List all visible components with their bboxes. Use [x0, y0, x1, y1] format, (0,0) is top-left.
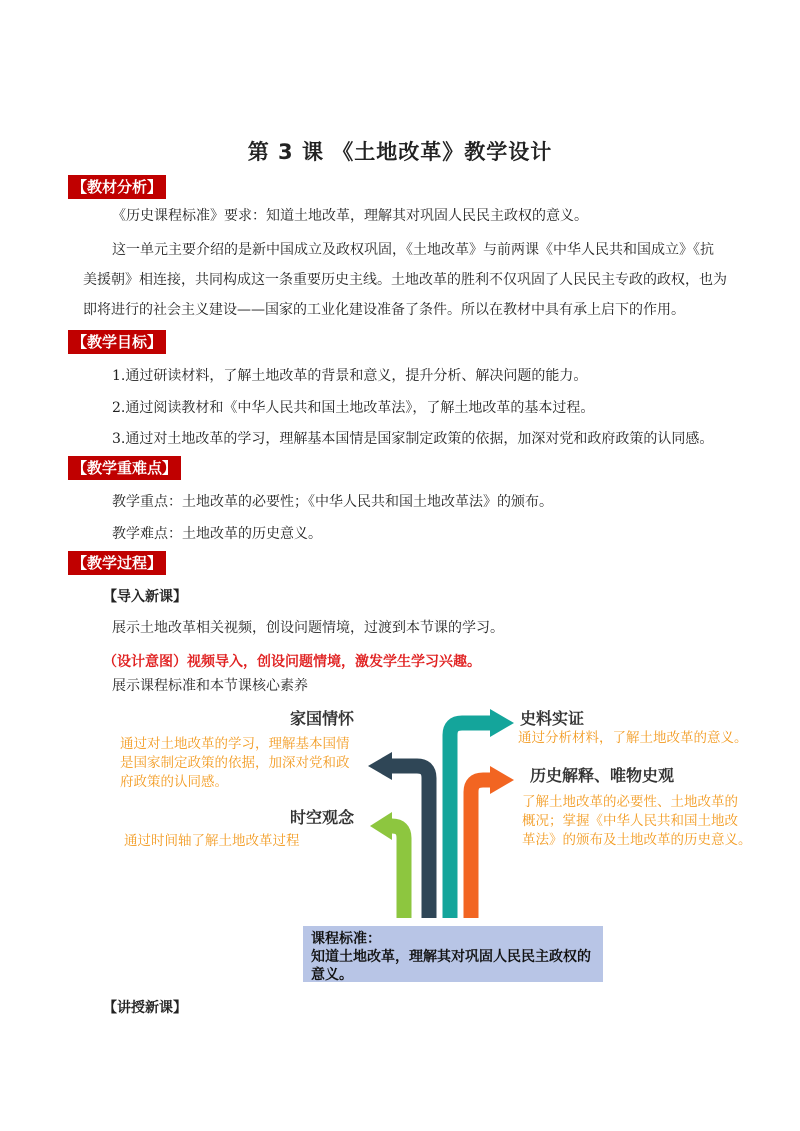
diagram-jiaguo-text: 通过对土地改革的学习，理解基本国情 是国家制定政策的依据，加深对党和政 府政策的认同感。: [120, 736, 350, 790]
diagram-shikong-title: 时空观念: [290, 808, 355, 827]
show-standards-text: 展示课程标准和本节课核心素养: [112, 678, 308, 694]
diagram-lishi-title: 历史解释、唯物史观: [530, 766, 675, 785]
diagram-shiliao-text: 通过分析材料，了解土地改革的意义。: [518, 730, 748, 746]
course-standard-label: 课程标准：: [311, 931, 381, 947]
analysis-paragraph-2-line-1: 这一单元主要介绍的是新中国成立及政权巩固，《土地改革》与前两课《中华人民共和国成立》《抗: [112, 242, 714, 258]
intro-heading: 【导入新课】: [103, 589, 187, 605]
orange-arrow: [471, 766, 514, 918]
goal-item-2: 2.通过阅读教材和《中华人民共和国土地改革法》，了解土地改革的基本过程。: [112, 400, 595, 416]
analysis-paragraph-1: 《历史课程标准》要求：知道土地改革，理解其对巩固人民民主政权的意义。: [112, 208, 588, 224]
difficult-point-text: 教学难点：土地改革的历史意义。: [112, 526, 322, 542]
section-tag-key-points: 【教学重难点】: [68, 456, 181, 480]
course-standard-line-2: 意义。: [311, 967, 353, 983]
design-intent: （设计意图）视频导入，创设问题情境，激发学生学习兴趣。: [103, 654, 481, 670]
new-lesson-heading: 【讲授新课】: [103, 1000, 187, 1016]
intro-text: 展示土地改革相关视频，创设问题情境，过渡到本节课的学习。: [112, 620, 504, 636]
course-standard-box: [303, 926, 603, 982]
teal-arrow: [450, 709, 514, 918]
goal-item-3: 3.通过对土地改革的学习，理解基本国情是国家制定政策的依据，加深对党和政府政策的认同感。: [112, 431, 714, 447]
green-arrow: [370, 812, 404, 918]
analysis-paragraph-2-line-2: 美援朝》相连接，共同构成这一条重要历史主线。土地改革的胜利不仅巩固了人民民主专政的政权，也为: [83, 272, 727, 288]
section-tag-analysis: 【教材分析】: [68, 175, 166, 199]
key-point-text: 教学重点：土地改革的必要性；《中华人民共和国土地改革法》的颁布。: [112, 494, 553, 510]
diagram-lishi-text: 了解土地改革的必要性、土地改革的 概况；掌握《中华人民共和国土地改 革法》的颁布及土地改革的历史意义。: [522, 794, 752, 848]
diagram-shikong-text: 通过时间轴了解土地改革过程: [124, 833, 300, 849]
diagram-shiliao-title: 史料实证: [520, 709, 585, 728]
goal-item-1: 1.通过研读材料，了解土地改革的背景和意义，提升分析、解决问题的能力。: [112, 368, 588, 384]
diagram-jiaguo-title: 家国情怀: [290, 709, 355, 728]
section-tag-process: 【教学过程】: [68, 551, 166, 575]
analysis-paragraph-2-line-3: 即将进行的社会主义建设——国家的工业化建设准备了条件。所以在教材中具有承上启下的作用。: [83, 302, 685, 318]
page-title: 第 3 课 《土地改革》教学设计: [247, 140, 553, 164]
course-standard-line-1: 知道土地改革，理解其对巩固人民民主政权的: [311, 949, 591, 965]
section-tag-goals: 【教学目标】: [68, 330, 166, 354]
